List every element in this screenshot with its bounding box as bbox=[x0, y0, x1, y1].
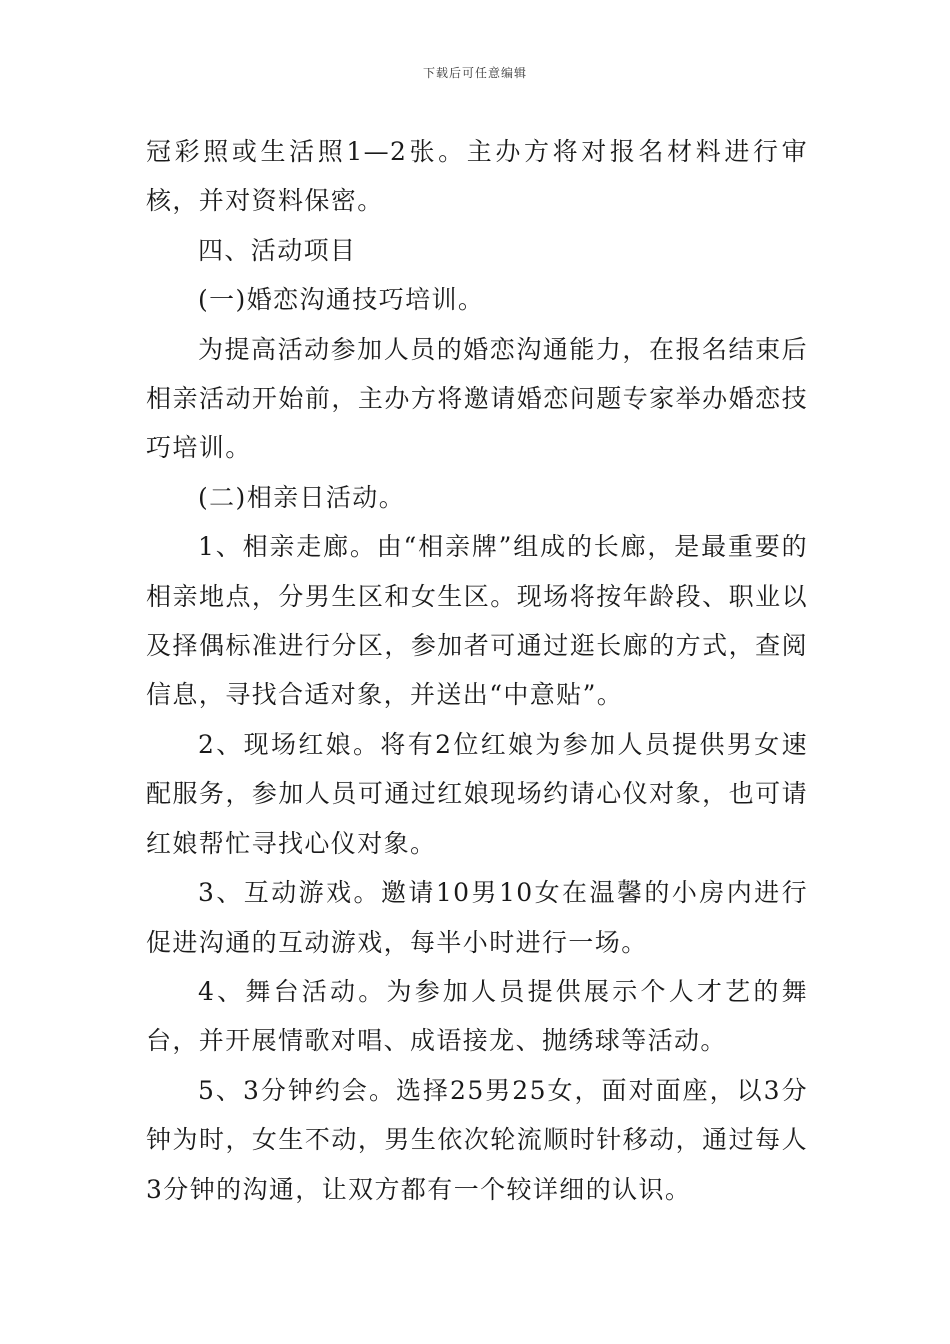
paragraph-item-stage: 4、舞台活动。为参加人员提供展示个人才艺的舞台，并开展情歌对唱、成语接龙、抛绣球等活动。 bbox=[146, 976, 808, 1056]
paragraph-item-speed-dating: 5、3分钟约会。选择25男25女，面对面座，以3分钟为时，女生不动，男生依次轮流顺时针移动，通过每人3分钟的沟通，让双方都有一个较详细的认识。 bbox=[146, 1075, 808, 1204]
document-body bbox=[146, 127, 808, 1214]
paragraph-training: 为提高活动参加人员的婚恋沟通能力，在报名结束后相亲活动开始前，主办方将邀请婚恋问题专家举办婚恋技巧培训。 bbox=[146, 334, 808, 463]
paragraph-item-corridor: 1、相亲走廊。由“相亲牌”组成的长廊，是最重要的相亲地点，分男生区和女生区。现场将按年龄段、职业以及择偶标准进行分区，参加者可通过逛长廊的方式，查阅信息，寻找合适对象，并送出“中意贴”。 bbox=[146, 532, 808, 710]
page-header: 下载后可任意编辑 bbox=[422, 66, 527, 80]
subsection-heading-matchmaking-day: (二)相亲日活动。 bbox=[198, 482, 406, 512]
paragraph-item-matchmaker: 2、现场红娘。将有2位红娘为参加人员提供男女速配服务，参加人员可通过红娘现场约请心仪对象，也可请红娘帮忙寻找心仪对象。 bbox=[146, 729, 808, 858]
subsection-heading-training: (一)婚恋沟通技巧培训。 bbox=[198, 285, 485, 315]
section-heading-activities: 四、活动项目 bbox=[198, 235, 357, 265]
paragraph-item-games: 3、互动游戏。邀请10男10女在温馨的小房内进行促进沟通的互动游戏，每半小时进行一场。 bbox=[146, 878, 808, 957]
paragraph-photo-requirement: 冠彩照或生活照1—2张。主办方将对报名材料进行审核，并对资料保密。 bbox=[146, 137, 808, 216]
